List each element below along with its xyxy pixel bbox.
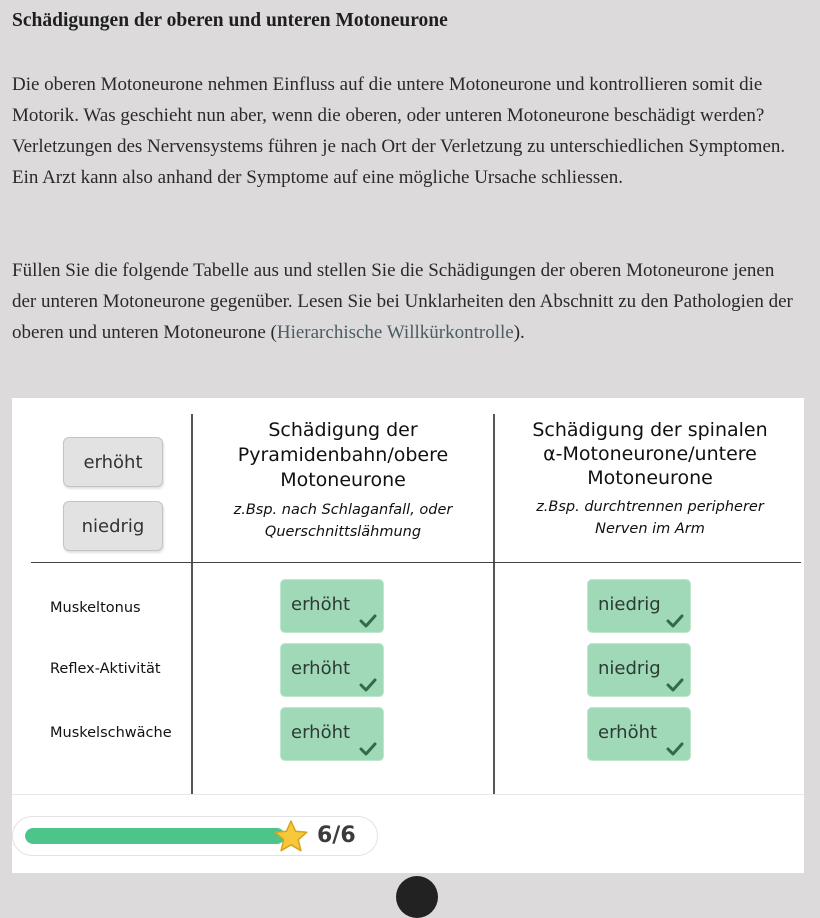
answer-chip[interactable]	[587, 643, 691, 697]
column-header-line: Motoneurone	[587, 467, 713, 489]
answer-chip[interactable]	[280, 643, 384, 697]
check-icon	[359, 614, 377, 628]
answer-chip-label: erhöht	[291, 658, 351, 679]
column-divider-right	[493, 414, 495, 794]
row-label-reflex-aktivitaet: Reflex-Aktivität	[50, 661, 161, 677]
exercise-footer-divider	[12, 794, 804, 795]
intro-paragraph: Die oberen Motoneurone nehmen Einfluss auf die untere Motoneurone und kontrollieren somit die Motorik. Was geschieht nun aber, wenn die oberen, oder unteren Motoneurone beschädigt werden? Verletzungen des Nervensystems führen je nach Ort der Verletzung zu unterschiedlichen Symptomen. Ein Arzt kann also anhand der Symptome auf eine mögliche Ursache schliessen.	[12, 74, 786, 188]
answer-chip-label: niedrig	[598, 594, 661, 615]
row-label-muskeltonus: Muskeltonus	[50, 600, 141, 616]
check-icon	[666, 742, 684, 756]
column-header-line: Schädigung der spinalen	[532, 419, 768, 441]
column-subheader-line: z.Bsp. durchtrennen peripherer	[536, 499, 764, 515]
column-subheader-line: z.Bsp. nach Schlaganfall, oder	[233, 502, 453, 518]
answer-chip-label: erhöht	[291, 722, 351, 743]
answer-chip-label: erhöht	[598, 722, 658, 743]
column-header-line: α-Motoneurone/untere	[543, 443, 757, 465]
column-header-line: Pyramidenbahn/obere	[237, 444, 449, 466]
score-text: 6/6	[317, 823, 356, 848]
column-subheader	[496, 496, 804, 540]
answer-chip[interactable]	[587, 579, 691, 633]
column-header-upper	[193, 418, 493, 543]
answer-chip-label: erhöht	[291, 594, 351, 615]
column-header-line: Motoneurone	[280, 469, 406, 491]
star-icon	[273, 819, 309, 853]
pool-item-erhoeht[interactable]: erhöht	[63, 437, 163, 487]
answer-chip[interactable]	[587, 707, 691, 761]
instruction-text-end: ).	[513, 322, 525, 343]
answer-chip[interactable]	[280, 707, 384, 761]
instruction-text-start: Füllen Sie die folgende Tabelle aus und stellen Sie die Schädigungen der oberen Motoneurone jenen der unteren Motoneurone gegenüber. Lesen Sie bei Unklarheiten den Abschnitt zu den Pathologien der oberen und unteren Motoneurone (	[12, 260, 793, 343]
instruction-paragraph	[12, 255, 802, 348]
progress-fill	[25, 828, 285, 844]
progress-track	[25, 828, 285, 844]
check-icon	[666, 614, 684, 628]
column-header-line: Schädigung der	[268, 419, 418, 441]
page-title: Schädigungen der oberen und unteren Motoneurone	[12, 10, 448, 31]
column-subheader	[193, 499, 493, 543]
answer-chip-label: niedrig	[598, 658, 661, 679]
hierarchische-willkuerkontrolle-link[interactable]: Hierarchische Willkürkontrolle	[276, 322, 514, 343]
answer-chip[interactable]	[280, 579, 384, 633]
check-icon	[359, 678, 377, 692]
row-label-muskelschwaeche: Muskelschwäche	[50, 725, 172, 741]
pool-item-niedrig[interactable]: niedrig	[63, 501, 163, 551]
drag-drop-exercise	[12, 398, 804, 873]
header-divider	[31, 562, 801, 563]
column-subheader-line: Nerven im Arm	[595, 521, 705, 537]
progress-indicator	[12, 816, 378, 856]
column-header-lower	[496, 418, 804, 540]
scroll-handle[interactable]	[396, 876, 438, 918]
check-icon	[359, 742, 377, 756]
column-subheader-line: Querschnittslähmung	[264, 524, 422, 540]
check-icon	[666, 678, 684, 692]
